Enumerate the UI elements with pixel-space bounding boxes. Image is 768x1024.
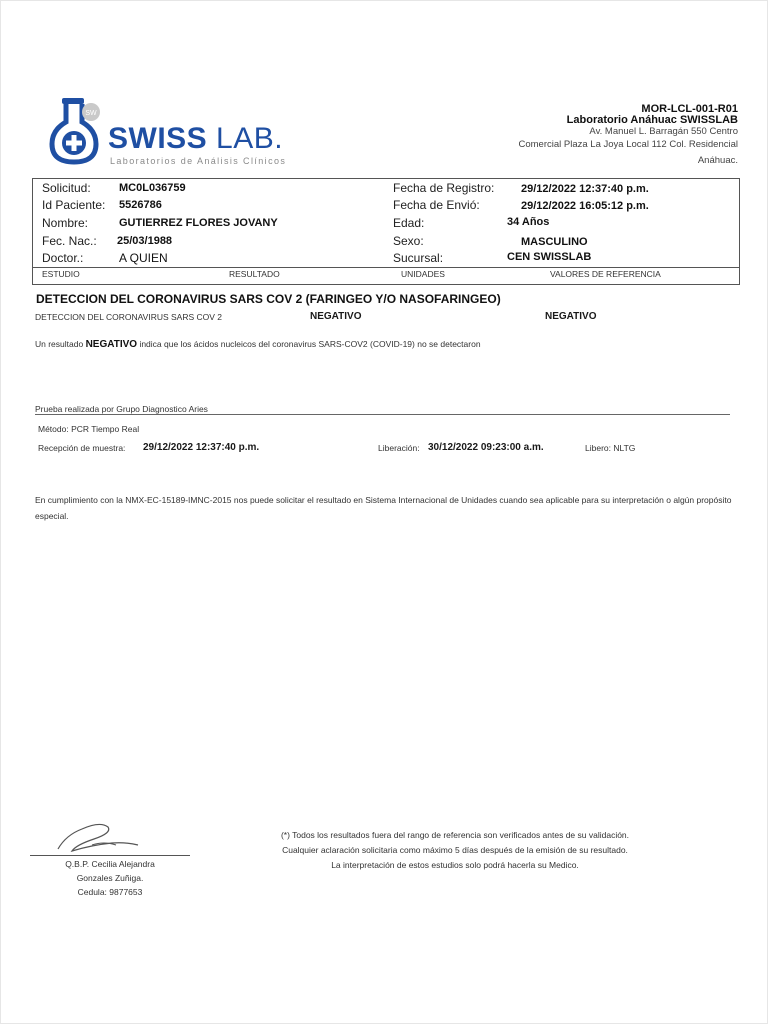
logo-brand-light: LAB. bbox=[216, 122, 284, 155]
liberacion-value: 30/12/2022 09:23:00 a.m. bbox=[428, 442, 544, 453]
compliance-text: En cumplimiento con la NMX-EC-15189-IMNC-2015 nos puede solicitar el resultado en Sistema Internacional de Unidades cuando sea aplicable para su interpretación o algún propósito especial. bbox=[35, 495, 732, 521]
result-note bbox=[35, 339, 481, 350]
fec-nac-label: Fec. Nac.: bbox=[42, 234, 97, 248]
sexo-label: Sexo: bbox=[393, 234, 424, 248]
recepcion-value: 29/12/2022 12:37:40 p.m. bbox=[143, 442, 260, 453]
signer-line-3: Cedula: 9877653 bbox=[77, 887, 143, 897]
logo-brand-bold: SWISS bbox=[108, 122, 208, 155]
patient-info-box bbox=[32, 178, 740, 285]
note-prefix: Un resultado bbox=[35, 339, 84, 349]
nombre-label: Nombre: bbox=[42, 216, 89, 230]
column-unidades: UNIDADES bbox=[401, 269, 445, 279]
column-estudio: ESTUDIO bbox=[42, 269, 80, 279]
liberacion-label: Liberación: bbox=[378, 443, 420, 453]
edad-label: Edad: bbox=[393, 216, 425, 230]
doctor-value: A QUIEN bbox=[119, 251, 168, 265]
column-resultado: RESULTADO bbox=[229, 269, 280, 279]
metodo-text: Método: PCR Tiempo Real bbox=[38, 424, 140, 434]
libero-text: Libero: NLTG bbox=[585, 443, 636, 453]
flask-logo-icon bbox=[48, 96, 104, 166]
signer-line-2: Gonzales Zuñiga. bbox=[76, 873, 144, 883]
id-paciente-value: 5526786 bbox=[119, 199, 162, 211]
footer-notes bbox=[230, 828, 680, 873]
logo-subtitle: Laboratorios de Análisis Clínicos bbox=[110, 156, 287, 166]
signature-line bbox=[30, 855, 190, 856]
edad-value: 34 Años bbox=[507, 216, 550, 228]
column-divider bbox=[33, 267, 739, 268]
sucursal-value: CEN SWISSLAB bbox=[507, 251, 592, 263]
footer-line-2: Cualquier aclaración solicitaria como máximo 5 días después de la emisión de su resultado. bbox=[282, 845, 628, 855]
sexo-value: MASCULINO bbox=[521, 236, 588, 248]
doctor-label: Doctor.: bbox=[42, 251, 84, 265]
envio-label: Fecha de Envió: bbox=[393, 198, 480, 212]
registro-value: 29/12/2022 12:37:40 p.m. bbox=[521, 183, 649, 195]
lab-name: Laboratorio Anáhuac SWISSLAB bbox=[566, 114, 738, 126]
signer-info bbox=[30, 857, 190, 899]
test-name: DETECCION DEL CORONAVIRUS SARS COV 2 bbox=[35, 312, 223, 322]
nombre-value: GUTIERREZ FLORES JOVANY bbox=[119, 217, 278, 229]
divider-line bbox=[35, 414, 730, 415]
lab-address-2: Comercial Plaza La Joya Local 112 Col. Residencial bbox=[518, 139, 738, 150]
lab-address-3: Anáhuac. bbox=[697, 155, 738, 166]
footer-line-3: La interpretación de estos estudios solo podrá hacerla su Medico. bbox=[331, 860, 579, 870]
signature-image bbox=[52, 815, 142, 857]
section-title: DETECCION DEL CORONAVIRUS SARS COV 2 (FARINGEO Y/O NASOFARINGEO) bbox=[36, 292, 501, 306]
registro-label: Fecha de Registro: bbox=[393, 181, 495, 195]
logo-mark-text: SW bbox=[85, 110, 97, 117]
envio-value: 29/12/2022 16:05:12 p.m. bbox=[521, 200, 649, 212]
document-code: MOR-LCL-001-R01 bbox=[641, 103, 738, 115]
test-reference: NEGATIVO bbox=[545, 311, 597, 322]
fec-nac-value: 25/03/1988 bbox=[117, 235, 173, 247]
note-suffix: indica que los ácidos nucleicos del coronavirus SARS-COV2 (COVID-19) no se detectaron bbox=[139, 339, 481, 349]
sucursal-label: Sucursal: bbox=[393, 251, 444, 265]
grupo-text: Prueba realizada por Grupo Diagnostico Aries bbox=[35, 404, 208, 414]
lab-address-1: Av. Manuel L. Barragán 550 Centro bbox=[589, 126, 738, 137]
recepcion-label: Recepción de muestra: bbox=[38, 443, 126, 453]
test-result: NEGATIVO bbox=[310, 311, 362, 322]
column-valores-referencia: VALORES DE REFERENCIA bbox=[550, 269, 661, 279]
solicitud-label: Solicitud: bbox=[42, 181, 91, 195]
note-emphasis: NEGATIVO bbox=[85, 339, 138, 350]
solicitud-value: MC0L036759 bbox=[119, 182, 186, 194]
id-paciente-label: Id Paciente: bbox=[42, 198, 106, 212]
signer-line-1: Q.B.P. Cecilia Alejandra bbox=[65, 859, 155, 869]
footer-line-1: (*) Todos los resultados fuera del rango de referencia son verificados antes de su validación. bbox=[280, 830, 630, 840]
logo-wordmark bbox=[108, 122, 283, 156]
